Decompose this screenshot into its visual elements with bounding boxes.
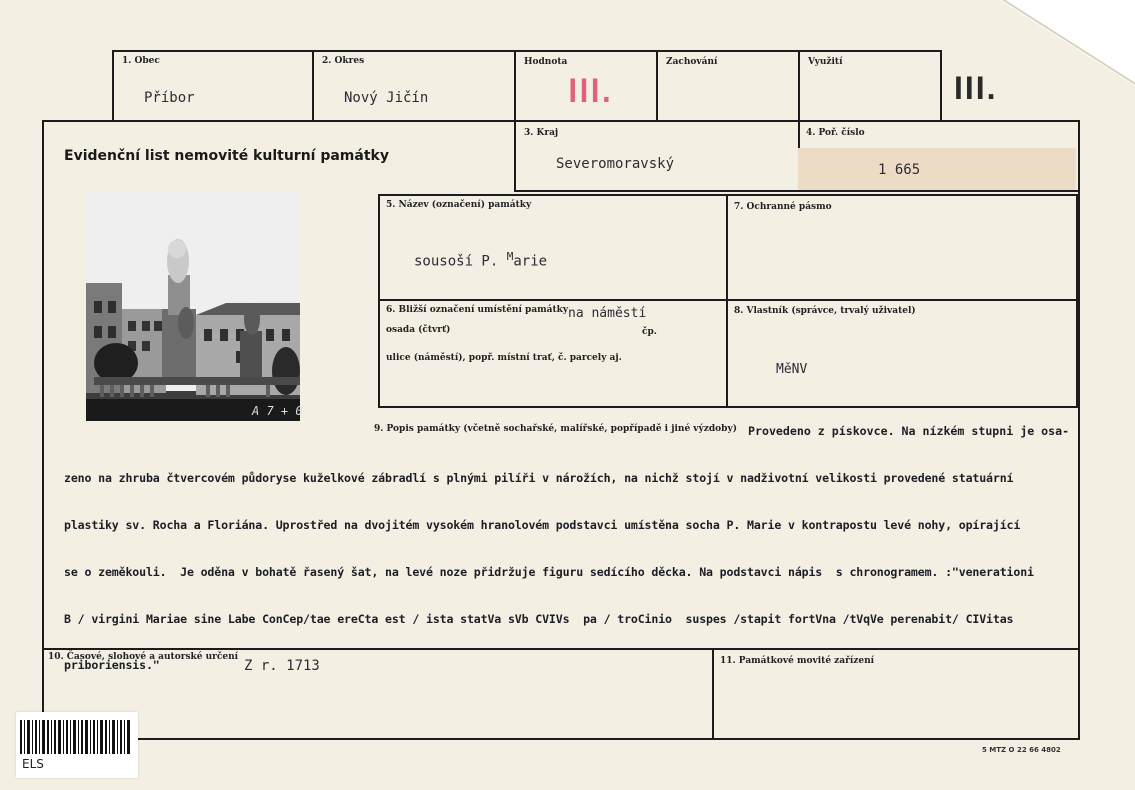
por-cislo-label: 4. Poř. číslo — [806, 128, 865, 138]
casove-value: Z r. 1713 — [244, 658, 320, 674]
photo-number: A 7 + 0 — [252, 404, 303, 418]
vlastnik-value: MěNV — [776, 362, 808, 377]
ochranne-pasmo-label: 7. Ochranné pásmo — [734, 202, 832, 212]
obec-label: 1. Obec — [122, 56, 160, 66]
ulice-label: ulice (náměstí), popř. místní trať, č. parcely aj. — [386, 353, 622, 363]
divider — [712, 648, 714, 740]
cp-label: čp. — [642, 327, 657, 337]
popis-line: priboriensis." — [64, 658, 160, 673]
divider — [656, 50, 658, 122]
nazev-value — [414, 250, 547, 270]
divider — [42, 648, 1080, 650]
form-number: 5 MTZ O 22 66 4802 — [982, 746, 1061, 754]
barcode-sticker — [16, 712, 138, 778]
hodnota-stamp: III. — [568, 72, 614, 110]
vyuziti-label: Využití — [808, 57, 843, 67]
page-title: Evidenční list nemovité kulturní památky — [64, 148, 389, 164]
kraj-label: 3. Kraj — [524, 128, 559, 138]
okres-value: Nový Jičín — [344, 90, 429, 106]
nazev-sup: M — [506, 250, 514, 263]
popis-line: zeno na zhruba čtvercovém půdoryse kuželkové zábradlí s plnými pilíři v nárožích, na nichž stojí v nadživotní velikosti provedené statuární — [64, 471, 1014, 486]
vlastnik-label: 8. Vlastník (správce, trvalý uživatel) — [734, 306, 916, 316]
nazev-label: 5. Název (označení) památky — [386, 200, 532, 210]
popis-label: 9. Popis památky (včetně sochařské, malířské, popřípadě i jiné výzdoby) — [374, 424, 737, 434]
barcode-text: ELS — [22, 757, 44, 771]
por-cislo-value: 1 665 — [878, 162, 921, 178]
popis-line: plastiky sv. Rocha a Floriána. Uprostřed na dvojitém vysokém hranolovém podstavci umístěna socha P. Marie v kontrapostu levé nohy, opírající — [64, 517, 1021, 532]
divider — [514, 190, 1080, 192]
monument-photo — [86, 191, 300, 421]
nazev-suffix: arie — [513, 253, 548, 270]
casove-label: 10. Časové, slohové a autorské určení — [48, 652, 239, 662]
popis-line-1: Provedeno z pískovce. Na nízkém stupni je osa- — [748, 424, 1070, 438]
popis-line: se o zeměkouli. Je oděna v bohatě řasený šat, na levé noze přidržuje figuru sedícího děcka. Na podstavci nápis s chronogramem. :"venerationi — [64, 564, 1034, 579]
hodnota-label: Hodnota — [524, 57, 568, 67]
movite-label: 11. Památkové movité zařízení — [720, 656, 875, 666]
popis-line: B / virgini Mariae sine Labe ConCep/tae ereCta est / ista statVa sVb CVIVs pa / troCinio suspes /stapit fortVna /tVqVe perenabit/ CIVitas — [64, 611, 1014, 626]
barcode-bars — [20, 720, 132, 754]
kraj-value: Severomoravský — [556, 156, 675, 172]
divider — [378, 299, 1078, 301]
okres-label: 2. Okres — [322, 56, 365, 66]
divider — [312, 50, 314, 122]
obec-value: Příbor — [144, 90, 195, 106]
umisteni-value: na náměstí — [568, 306, 647, 321]
fields-5-8-block — [378, 194, 1078, 408]
divider — [726, 194, 728, 408]
nazev-prefix: sousoší P. — [414, 253, 499, 270]
osada-label: osada (čtvrť) — [386, 325, 451, 335]
umisteni-label: 6. Bližší označení umístění památky — [386, 305, 569, 315]
zachovani-label: Zachování — [666, 57, 718, 67]
category-stamp: III. — [954, 70, 998, 106]
por-cislo-highlight — [798, 148, 1076, 190]
